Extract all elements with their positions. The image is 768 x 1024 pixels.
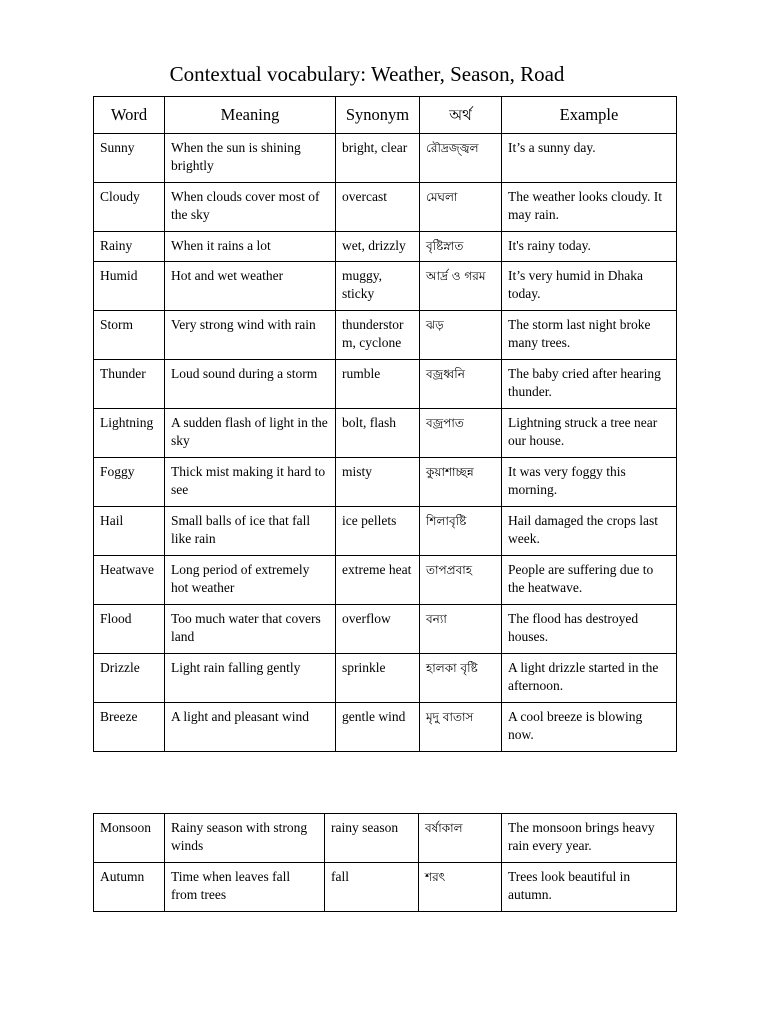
cell-synonym: fall (325, 863, 419, 912)
table-row (94, 556, 677, 605)
cell-meaning: When it rains a lot (165, 232, 336, 262)
cell-word: Lightning (94, 409, 165, 458)
cell-bangla: শরৎ (419, 863, 502, 912)
header-synonym: Synonym (336, 97, 420, 134)
header-example: Example (502, 97, 677, 134)
cell-word: Heatwave (94, 556, 165, 605)
cell-bangla: বজ্রপাত (420, 409, 502, 458)
cell-example: A cool breeze is blowing now. (502, 703, 677, 752)
cell-bangla: মেঘলা (420, 183, 502, 232)
cell-synonym: ice pellets (336, 507, 420, 556)
cell-synonym: sprinkle (336, 654, 420, 703)
cell-word: Cloudy (94, 183, 165, 232)
cell-meaning: Long period of extremely hot weather (165, 556, 336, 605)
cell-synonym: thunderstor m, cyclone (336, 311, 420, 360)
cell-synonym: overflow (336, 605, 420, 654)
cell-meaning: Very strong wind with rain (165, 311, 336, 360)
table-row (94, 458, 677, 507)
cell-word: Rainy (94, 232, 165, 262)
cell-example: The baby cried after hearing thunder. (502, 360, 677, 409)
page-title (0, 62, 768, 87)
table-row (94, 605, 677, 654)
cell-synonym: rumble (336, 360, 420, 409)
cell-meaning: A light and pleasant wind (165, 703, 336, 752)
cell-meaning: When clouds cover most of the sky (165, 183, 336, 232)
table-row (94, 134, 677, 183)
table-row (94, 507, 677, 556)
cell-bangla: বৃষ্টিস্নাত (420, 232, 502, 262)
cell-word: Humid (94, 262, 165, 311)
table-row (94, 863, 677, 912)
title-text: Contextual vocabulary: Weather, Season, Road (169, 62, 565, 86)
cell-word: Breeze (94, 703, 165, 752)
cell-bangla: বর্ষাকাল (419, 814, 502, 863)
cell-bangla: তাপপ্রবাহ (420, 556, 502, 605)
header-bangla-meaning: অর্থ (420, 97, 502, 134)
cell-meaning: Rainy season with strong winds (165, 814, 325, 863)
cell-word: Thunder (94, 360, 165, 409)
cell-meaning: Small balls of ice that fall like rain (165, 507, 336, 556)
table-row (94, 409, 677, 458)
cell-synonym: bright, clear (336, 134, 420, 183)
cell-example: Trees look beautiful in autumn. (502, 863, 677, 912)
table-row (94, 360, 677, 409)
cell-example: People are suffering due to the heatwave. (502, 556, 677, 605)
table-row (94, 703, 677, 752)
table-row (94, 262, 677, 311)
cell-bangla: বজ্রধ্বনি (420, 360, 502, 409)
cell-bangla: বন্যা (420, 605, 502, 654)
cell-example: It’s a sunny day. (502, 134, 677, 183)
cell-bangla: হালকা বৃষ্টি (420, 654, 502, 703)
cell-word: Sunny (94, 134, 165, 183)
cell-bangla: রৌদ্রজ্জ্বল (420, 134, 502, 183)
cell-word: Foggy (94, 458, 165, 507)
cell-bangla: শিলাবৃষ্টি (420, 507, 502, 556)
cell-bangla: আর্দ্র ও গরম (420, 262, 502, 311)
header-word: Word (94, 97, 165, 134)
cell-bangla: ঝড় (420, 311, 502, 360)
table-row (94, 232, 677, 262)
table-row (94, 311, 677, 360)
cell-meaning: Time when leaves fall from trees (165, 863, 325, 912)
cell-example: The weather looks cloudy. It may rain. (502, 183, 677, 232)
cell-example: The flood has destroyed houses. (502, 605, 677, 654)
table-row (94, 654, 677, 703)
cell-synonym: bolt, flash (336, 409, 420, 458)
cell-example: The monsoon brings heavy rain every year. (502, 814, 677, 863)
season-vocabulary-table (93, 813, 677, 912)
table-header-row (94, 97, 677, 134)
cell-example: Lightning struck a tree near our house. (502, 409, 677, 458)
cell-word: Storm (94, 311, 165, 360)
cell-meaning: Loud sound during a storm (165, 360, 336, 409)
cell-synonym: extreme heat (336, 556, 420, 605)
cell-meaning: Thick mist making it hard to see (165, 458, 336, 507)
cell-meaning: Too much water that covers land (165, 605, 336, 654)
cell-synonym: overcast (336, 183, 420, 232)
cell-example: The storm last night broke many trees. (502, 311, 677, 360)
cell-bangla: মৃদু বাতাস (420, 703, 502, 752)
cell-bangla: কুয়াশাচ্ছন্ন (420, 458, 502, 507)
weather-vocabulary-table (93, 96, 677, 752)
header-meaning: Meaning (165, 97, 336, 134)
cell-synonym: misty (336, 458, 420, 507)
cell-word: Drizzle (94, 654, 165, 703)
cell-word: Autumn (94, 863, 165, 912)
table-row (94, 183, 677, 232)
cell-synonym: rainy season (325, 814, 419, 863)
cell-example: It’s very humid in Dhaka today. (502, 262, 677, 311)
cell-example: Hail damaged the crops last week. (502, 507, 677, 556)
cell-synonym: gentle wind (336, 703, 420, 752)
cell-synonym: wet, drizzly (336, 232, 420, 262)
cell-meaning: Hot and wet weather (165, 262, 336, 311)
cell-meaning: When the sun is shining brightly (165, 134, 336, 183)
cell-example: A light drizzle started in the afternoon. (502, 654, 677, 703)
cell-example: It's rainy today. (502, 232, 677, 262)
cell-synonym: muggy, sticky (336, 262, 420, 311)
cell-example: It was very foggy this morning. (502, 458, 677, 507)
cell-word: Monsoon (94, 814, 165, 863)
cell-word: Hail (94, 507, 165, 556)
cell-meaning: A sudden flash of light in the sky (165, 409, 336, 458)
cell-word: Flood (94, 605, 165, 654)
table-row (94, 814, 677, 863)
cell-meaning: Light rain falling gently (165, 654, 336, 703)
